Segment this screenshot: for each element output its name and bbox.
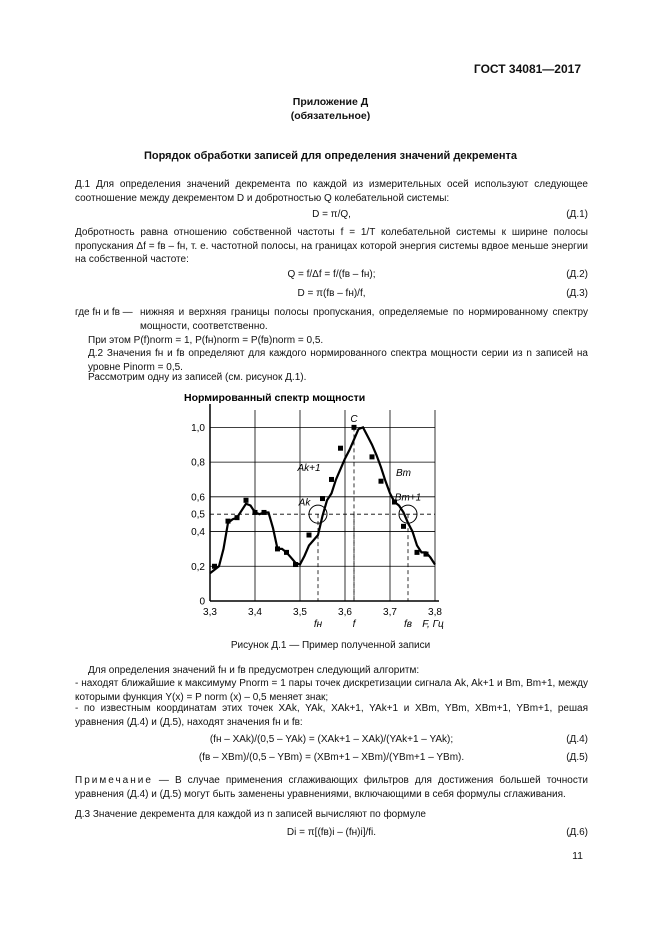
sample-point xyxy=(379,479,384,484)
sample-point xyxy=(244,498,249,503)
sample-point xyxy=(307,533,312,538)
note xyxy=(75,774,588,801)
equation-d4-formula: (fн – XAk)/(0,5 – YAk) = (XAk+1 – XAk)/(YAk+1 – YAk); xyxy=(209,734,454,745)
equation-d5-number: (Д.5) xyxy=(566,752,588,763)
equation-d2-formula: Q = f/Δf = f/(fв – fн); xyxy=(287,269,376,280)
sample-point xyxy=(415,550,420,555)
paragraph-see-figure: Рассмотрим одну из записей (см. рисунок Д.1). xyxy=(88,372,307,383)
y-tick-label: 0,6 xyxy=(191,492,205,504)
sample-point xyxy=(212,564,217,569)
frequency-label: f xyxy=(352,619,356,630)
y-tick-label: 0,5 xyxy=(191,509,205,521)
x-tick-label: 3,8 xyxy=(428,607,442,618)
equation-d3-formula: D = π(fв – fн)/f, xyxy=(297,288,366,299)
equation-d3-number: (Д.3) xyxy=(566,288,588,299)
point-annotation: Ak+1 xyxy=(297,462,321,474)
x-axis-label: F, Гц xyxy=(422,619,444,630)
sample-point xyxy=(235,515,240,520)
y-tick-label: 0,2 xyxy=(191,561,205,573)
page-number: 11 xyxy=(572,850,583,862)
equation-d6-formula: Di = π[(fв)i – (fн)i]/fi. xyxy=(286,827,377,838)
y-tick-label: 0,4 xyxy=(191,527,205,539)
paragraph-d2: Д.2 Значения fн и fв определяют для каждого нормированного спектра мощности серии из n записей на уровне Pinorm = 0,5. xyxy=(88,348,588,373)
equation-d1-number: (Д.1) xyxy=(566,209,588,220)
document-code: ГОСТ 34081—2017 xyxy=(473,62,581,76)
sample-point xyxy=(401,524,406,529)
equation-d1-formula: D = π/Q, xyxy=(312,209,351,220)
x-tick-label: 3,6 xyxy=(338,607,352,618)
appendix-title: Приложение Д xyxy=(292,96,369,108)
equation-d6-number: (Д.6) xyxy=(566,827,588,838)
sample-point xyxy=(275,546,280,551)
sample-point xyxy=(424,552,429,557)
point-annotation: Bm+1 xyxy=(394,492,422,504)
note-text: — В случае применения сглаживающих фильтров для достижения большей точности уравнения (Д.4) и (Д.5) могут быть заменены уравнениями, включающими в себя формулы сглаживания. xyxy=(75,775,588,800)
equation-d5-formula: (fв – XBm)/(0,5 – YBm) = (XBm+1 – XBm)/(YBm+1 – YBm). xyxy=(198,752,465,763)
y-tick-label: 0,8 xyxy=(191,457,205,469)
frequency-label: fв xyxy=(404,619,412,630)
y-tick-label: 0 xyxy=(199,596,205,608)
sample-point xyxy=(293,562,298,567)
sample-point xyxy=(352,425,357,430)
point-annotation: C xyxy=(350,414,358,426)
where-definition: нижняя и верхняя границы полосы пропускания, определяемые по нормированному спектру мощности, соответственно. xyxy=(140,307,588,332)
figure-caption: Рисунок Д.1 — Пример полученной записи xyxy=(230,640,431,651)
section-title: Порядок обработки записей для определения значений декремента xyxy=(143,150,518,162)
note-lead: Примечание xyxy=(75,775,153,786)
paragraph-d1: Д.1 Для определения значений декремента по каждой из измерительных осей используют следующее соотношение между декрементом D и добротностью Q колебательной системы: xyxy=(75,179,588,204)
paragraph-algorithm: Для определения значений fн и fв предусмотрен следующий алгоритм: xyxy=(88,665,420,676)
y-tick-label: 1,0 xyxy=(191,422,205,434)
spectrum-chart xyxy=(170,388,470,638)
x-tick-label: 3,3 xyxy=(203,607,217,618)
sample-point xyxy=(226,519,231,524)
sample-point xyxy=(370,454,375,459)
sample-point xyxy=(262,510,267,515)
point-annotation: Ak xyxy=(298,497,311,509)
appendix-subtitle: (обязательное) xyxy=(290,110,371,122)
paragraph-d3: Д.3 Значение декремента для каждой из n записей вычисляют по формуле xyxy=(75,809,426,820)
sample-point xyxy=(338,446,343,451)
frequency-label: fн xyxy=(313,619,323,630)
equation-d2-number: (Д.2) xyxy=(566,269,588,280)
point-annotation: Bm xyxy=(396,467,411,479)
sample-point xyxy=(253,510,258,515)
sample-point xyxy=(320,496,325,501)
paragraph-nearest-points: - находят ближайшие к максимуму Pnorm = 1 пары точек дискретизации сигнала Ak, Ak+1 и Bm, Bm+1, между которыми функция Y(x) = P norm (x) – 0,5 меняет знак; xyxy=(75,678,588,703)
chart-title: Нормированный спектр мощности xyxy=(184,392,366,404)
equation-d4-number: (Д.4) xyxy=(566,734,588,745)
where-lead: где fн и fв — xyxy=(75,307,133,318)
paragraph-norm-condition: При этом P(f)norm = 1, P(fн)norm = P(fв)norm = 0,5. xyxy=(88,335,324,346)
x-tick-label: 3,4 xyxy=(248,607,262,618)
sample-point xyxy=(284,550,289,555)
x-tick-label: 3,5 xyxy=(293,607,307,618)
sample-point xyxy=(329,477,334,482)
paragraph-coordinates: - по известным координатам этих точек XAk, YAk, XAk+1, YAk+1 и XBm, YBm, XBm+1, YBm+1, решая уравнения (Д.4) и (Д.5), находят значения fн и fв: xyxy=(75,703,588,728)
x-tick-label: 3,7 xyxy=(383,607,397,618)
paragraph-quality: Добротность равна отношению собственной частоты f = 1/T колебательной системы к ширине полосы пропускания Δf = fв – fн, т. е. частотной полосы, на границах которой энергия системы вдвое меньше энергии на собственной частоте: xyxy=(75,227,588,265)
